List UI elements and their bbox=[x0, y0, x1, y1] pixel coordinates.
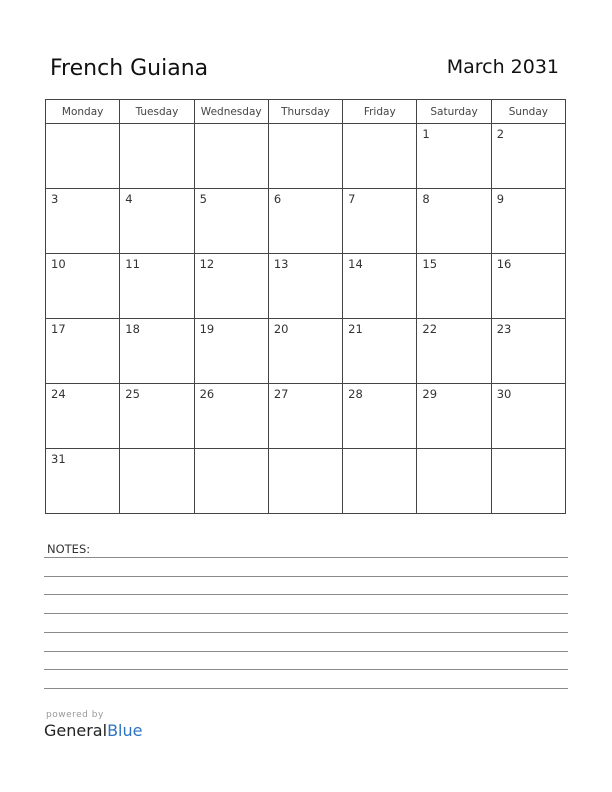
powered-by-text: powered by bbox=[46, 710, 104, 720]
notes-line bbox=[44, 576, 568, 577]
day-number: 6 bbox=[273, 192, 282, 206]
day-cell bbox=[343, 189, 417, 254]
day-number: 3 bbox=[51, 192, 59, 206]
brand-blue-text: Blue bbox=[107, 721, 143, 740]
day-number: 8 bbox=[422, 192, 430, 206]
day-cell bbox=[268, 254, 342, 319]
day-cell bbox=[120, 319, 194, 384]
week-row bbox=[46, 319, 566, 384]
day-number: 5 bbox=[199, 192, 207, 206]
day-cell bbox=[194, 319, 268, 384]
weekday-monday: Monday bbox=[46, 100, 120, 124]
day-cell bbox=[46, 384, 120, 449]
day-number: 12 bbox=[199, 257, 215, 271]
week-row bbox=[46, 254, 566, 319]
brand-general-text: General bbox=[44, 721, 108, 740]
day-number: 24 bbox=[51, 387, 66, 401]
day-cell bbox=[194, 189, 268, 254]
day-number: 21 bbox=[348, 322, 363, 336]
notes-line bbox=[44, 651, 568, 652]
day-cell bbox=[491, 254, 565, 319]
day-cell bbox=[417, 254, 491, 319]
weekday-tuesday: Tuesday bbox=[120, 100, 194, 124]
day-number: 20 bbox=[273, 322, 289, 336]
day-cell bbox=[491, 189, 565, 254]
weekday-thursday: Thursday bbox=[268, 100, 342, 124]
day-number: 22 bbox=[422, 322, 438, 336]
day-cell bbox=[343, 124, 417, 189]
day-number bbox=[120, 449, 193, 452]
notes-line bbox=[44, 632, 568, 633]
day-number bbox=[417, 449, 490, 452]
week-row bbox=[46, 384, 566, 449]
day-number: 4 bbox=[125, 192, 133, 206]
day-number bbox=[343, 449, 416, 452]
day-cell bbox=[491, 384, 565, 449]
day-cell bbox=[268, 319, 342, 384]
day-number bbox=[195, 124, 268, 127]
day-number bbox=[492, 449, 565, 452]
week-row bbox=[46, 124, 566, 189]
brand-logo bbox=[44, 721, 142, 740]
day-number bbox=[120, 124, 193, 127]
day-cell bbox=[491, 319, 565, 384]
day-cell bbox=[417, 124, 491, 189]
day-cell bbox=[417, 449, 491, 514]
day-cell bbox=[46, 189, 120, 254]
weekday-saturday: Saturday bbox=[417, 100, 491, 124]
day-number: 10 bbox=[51, 257, 66, 271]
day-number: 26 bbox=[199, 387, 215, 401]
day-cell bbox=[46, 449, 120, 514]
day-number: 16 bbox=[496, 257, 512, 271]
day-number: 29 bbox=[422, 387, 438, 401]
notes-line bbox=[44, 688, 568, 689]
day-number: 28 bbox=[348, 387, 363, 401]
day-cell bbox=[417, 319, 491, 384]
calendar-grid bbox=[45, 99, 566, 514]
day-cell bbox=[268, 124, 342, 189]
day-number: 14 bbox=[348, 257, 363, 271]
day-number bbox=[269, 124, 342, 127]
day-cell bbox=[343, 384, 417, 449]
day-cell bbox=[268, 449, 342, 514]
day-cell bbox=[120, 384, 194, 449]
day-cell bbox=[491, 449, 565, 514]
day-cell bbox=[120, 449, 194, 514]
week-row bbox=[46, 449, 566, 514]
day-cell bbox=[268, 384, 342, 449]
day-number: 18 bbox=[125, 322, 140, 336]
day-number: 1 bbox=[422, 127, 430, 141]
day-number bbox=[195, 449, 268, 452]
day-cell bbox=[417, 189, 491, 254]
notes-label: NOTES: bbox=[47, 542, 91, 556]
day-number: 7 bbox=[348, 192, 356, 206]
day-number: 17 bbox=[51, 322, 66, 336]
day-cell bbox=[46, 319, 120, 384]
weekday-sunday: Sunday bbox=[491, 100, 565, 124]
day-number: 2 bbox=[496, 127, 505, 141]
day-cell bbox=[194, 449, 268, 514]
notes-line bbox=[44, 669, 568, 670]
day-number: 15 bbox=[422, 257, 438, 271]
page-title: French Guiana bbox=[50, 56, 209, 81]
notes-line bbox=[44, 594, 568, 595]
day-cell bbox=[194, 384, 268, 449]
day-cell bbox=[194, 124, 268, 189]
day-number: 25 bbox=[125, 387, 140, 401]
notes-line bbox=[44, 613, 568, 614]
day-number bbox=[46, 124, 119, 127]
weekday-wednesday: Wednesday bbox=[194, 100, 268, 124]
day-cell bbox=[120, 254, 194, 319]
day-cell bbox=[343, 254, 417, 319]
day-number: 30 bbox=[496, 387, 512, 401]
day-number: 31 bbox=[51, 452, 66, 466]
day-number: 19 bbox=[199, 322, 215, 336]
day-cell bbox=[268, 189, 342, 254]
weekday-friday: Friday bbox=[343, 100, 417, 124]
weekday-header-row bbox=[46, 100, 566, 124]
week-row bbox=[46, 189, 566, 254]
month-title: March 2031 bbox=[446, 56, 559, 78]
day-cell bbox=[194, 254, 268, 319]
day-cell bbox=[46, 254, 120, 319]
day-number: 13 bbox=[273, 257, 289, 271]
day-number: 27 bbox=[273, 387, 289, 401]
day-number: 23 bbox=[496, 322, 512, 336]
day-cell bbox=[343, 449, 417, 514]
day-cell bbox=[417, 384, 491, 449]
day-cell bbox=[343, 319, 417, 384]
day-number bbox=[269, 449, 342, 452]
day-cell bbox=[120, 189, 194, 254]
day-cell bbox=[46, 124, 120, 189]
notes-line bbox=[44, 557, 568, 558]
day-number bbox=[343, 124, 416, 127]
day-number: 9 bbox=[496, 192, 505, 206]
day-cell bbox=[491, 124, 565, 189]
day-number: 11 bbox=[125, 257, 140, 271]
day-cell bbox=[120, 124, 194, 189]
